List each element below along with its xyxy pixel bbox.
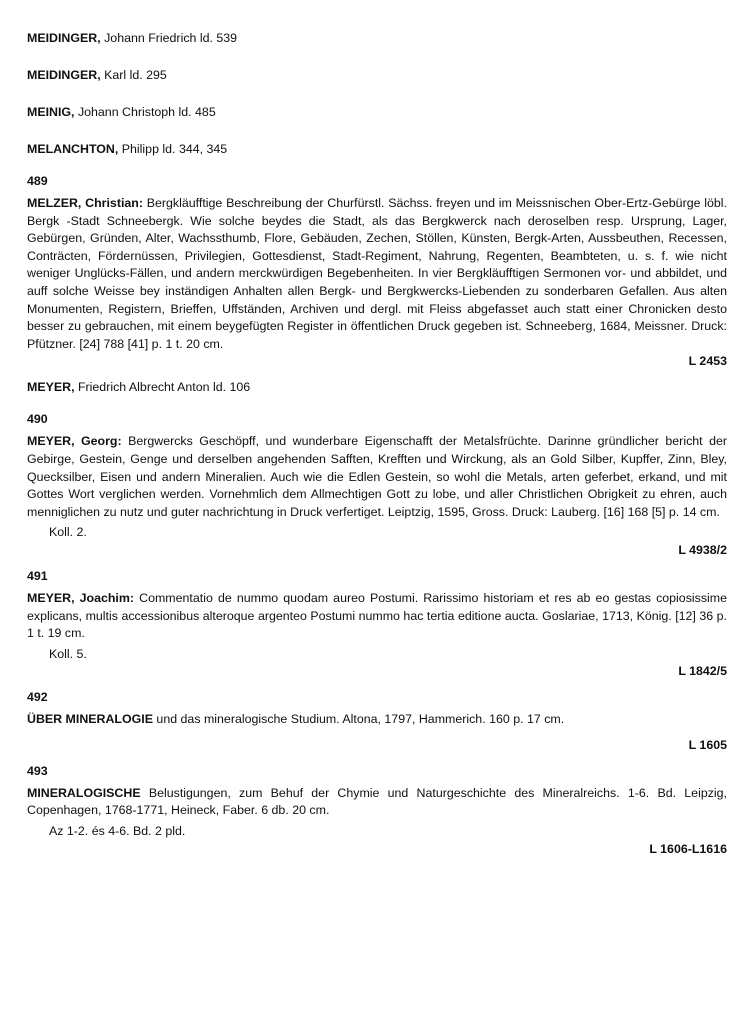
cross-reference [27,379,727,397]
shelf-signature: L 4938/2 [678,542,727,557]
entry-body: Commentatio de nummo quodam aureo Postumi. Rarissimo historiam et res ab eo gestas copiosissime explicans, multis accessionibus alteroque argenteo Postumi nummo hac tertia editione aucta. Goslariae, 1713, König. [12] 36 p. 1 t. 19 cm. [27,590,727,641]
entry-number: 493 [27,763,48,778]
entry-description [27,433,727,521]
entry-number: 490 [27,412,48,427]
ref-detail: Johann Christoph ld. 485 [74,105,216,119]
entry-body: Bergwercks Geschöpff, und wunderbare Eigenschafft der Metalsfrüchte. Darinne gründlicher bericht der Gebirge, Gestein, Genge und derselben angehenden Safften, Krefften und Wirckung, als an Gold Silber, Kupffer, Zinn, Bley, Quecksilber, Eisen und andern Mineralien. Auch wie die Edlen Gestein, so wohl die Metals, arten geferbet, erkand, und mit Gottes Wort verglichen werden. Vornehmlich dem Allmechtigen Gott zu lobe, und aller Christlichen Obrigkeit zu ehren, auch menniglichen zu nutz und guter nachrichtung in Druck verfertiget. Leiptzig, 1595, Gross. Druck: Lauberg. [16] 168 [5] p. 14 cm. [27,434,727,519]
entry-body: Bergkläufftige Beschreibung der Churfürstl. Sächss. freyen und im Meissnischen Ober-Ertz-Gebürge löbl. Bergk -Stadt Schneebergk. Wie solche beydes die Stadt, als das Bergkwerck nach deroselben resp. Ursprung, Lager, Gebürgen, Gründen, Alter, Wachssthumb, Flore, Gebäuden, Zechen, Stöllen, Künsten, Bergk-Arten, Aussbeuthen, Recessen, Conträcten, Fördernüssen, Privilegien, Gottesdienst, Stadt-Regiment, Nahrung, Regenten, Beambteten, u. s. f. wie nicht weniger Unglücks-Fällen, und andern merckwürdigen Begebenheiten. In vier Bergkläufftigen Sermonen vor- und abbildet, und auff solche Weisse bey inständigen Anhalten allen Bergk- und Bergkwercks-Liebenden zu sonderbaren Gefallen. Aus alten Monumenten, Registern, Brieffen, Uffständen, Archiven und dergl. mit Fleiss abgefasset auch statt einer Chronicken desto besser zu gebrauchen, mit einem beygefügten Register in öffentlichen Druck gegeben ist. Schneeberg, 1684, Meissner. Druck: Pfützner. [24] 788 [41] p. 1 t. 20 cm. [27,196,727,351]
ref-name: MEINIG, [27,105,75,119]
cross-reference [27,67,727,85]
cross-reference [27,30,727,48]
entry-number: 492 [27,690,48,705]
shelf-signature: L 2453 [688,354,727,369]
holdings-note: Az 1-2. és 4-6. Bd. 2 pld. [49,824,186,839]
entry-description [27,590,727,643]
catalog-page [27,30,727,859]
shelf-signature: L 1842/5 [678,664,727,679]
ref-name: MEYER, [27,380,75,395]
ref-detail: Friedrich Albrecht Anton ld. 106 [74,380,251,395]
shelf-signature: L 1606-L1616 [649,841,727,856]
entry-description [27,195,727,353]
shelf-signature: L 1605 [688,737,727,752]
ref-detail: Philipp ld. 344, 345 [118,142,228,156]
entry-description [27,711,727,729]
entry-heading: MINERALOGISCHE [27,785,141,800]
collation-note: Koll. 5. [49,646,87,661]
ref-name: MEIDINGER, [27,68,101,82]
ref-detail: Karl ld. 295 [100,68,167,82]
entry-number: 491 [27,568,48,583]
entry-description [27,785,727,820]
entry-body: Belustigungen, zum Behuf der Chymie und Naturgeschichte des Mineralreichs. 1-6. Bd. Leipzig, Copenhagen, 1768-1771, Heineck, Faber. 6 db. 20 cm. [27,785,727,818]
entry-body: und das mineralogische Studium. Altona, 1797, Hammerich. 160 p. 17 cm. [152,712,565,727]
entry-heading: MEYER, Joachim: [27,590,135,605]
entry-heading: MELZER, Christian: [27,196,143,210]
ref-name: MELANCHTON, [27,142,119,156]
entry-number: 489 [27,174,48,188]
entry-heading: ÜBER MINERALOGIE [27,712,153,727]
collation-note: Koll. 2. [49,525,87,540]
ref-name: MEIDINGER, [27,31,101,45]
entry-heading: MEYER, Georg: [27,434,122,449]
cross-reference [27,141,727,159]
ref-detail: Johann Friedrich ld. 539 [100,31,238,45]
cross-reference [27,104,727,122]
